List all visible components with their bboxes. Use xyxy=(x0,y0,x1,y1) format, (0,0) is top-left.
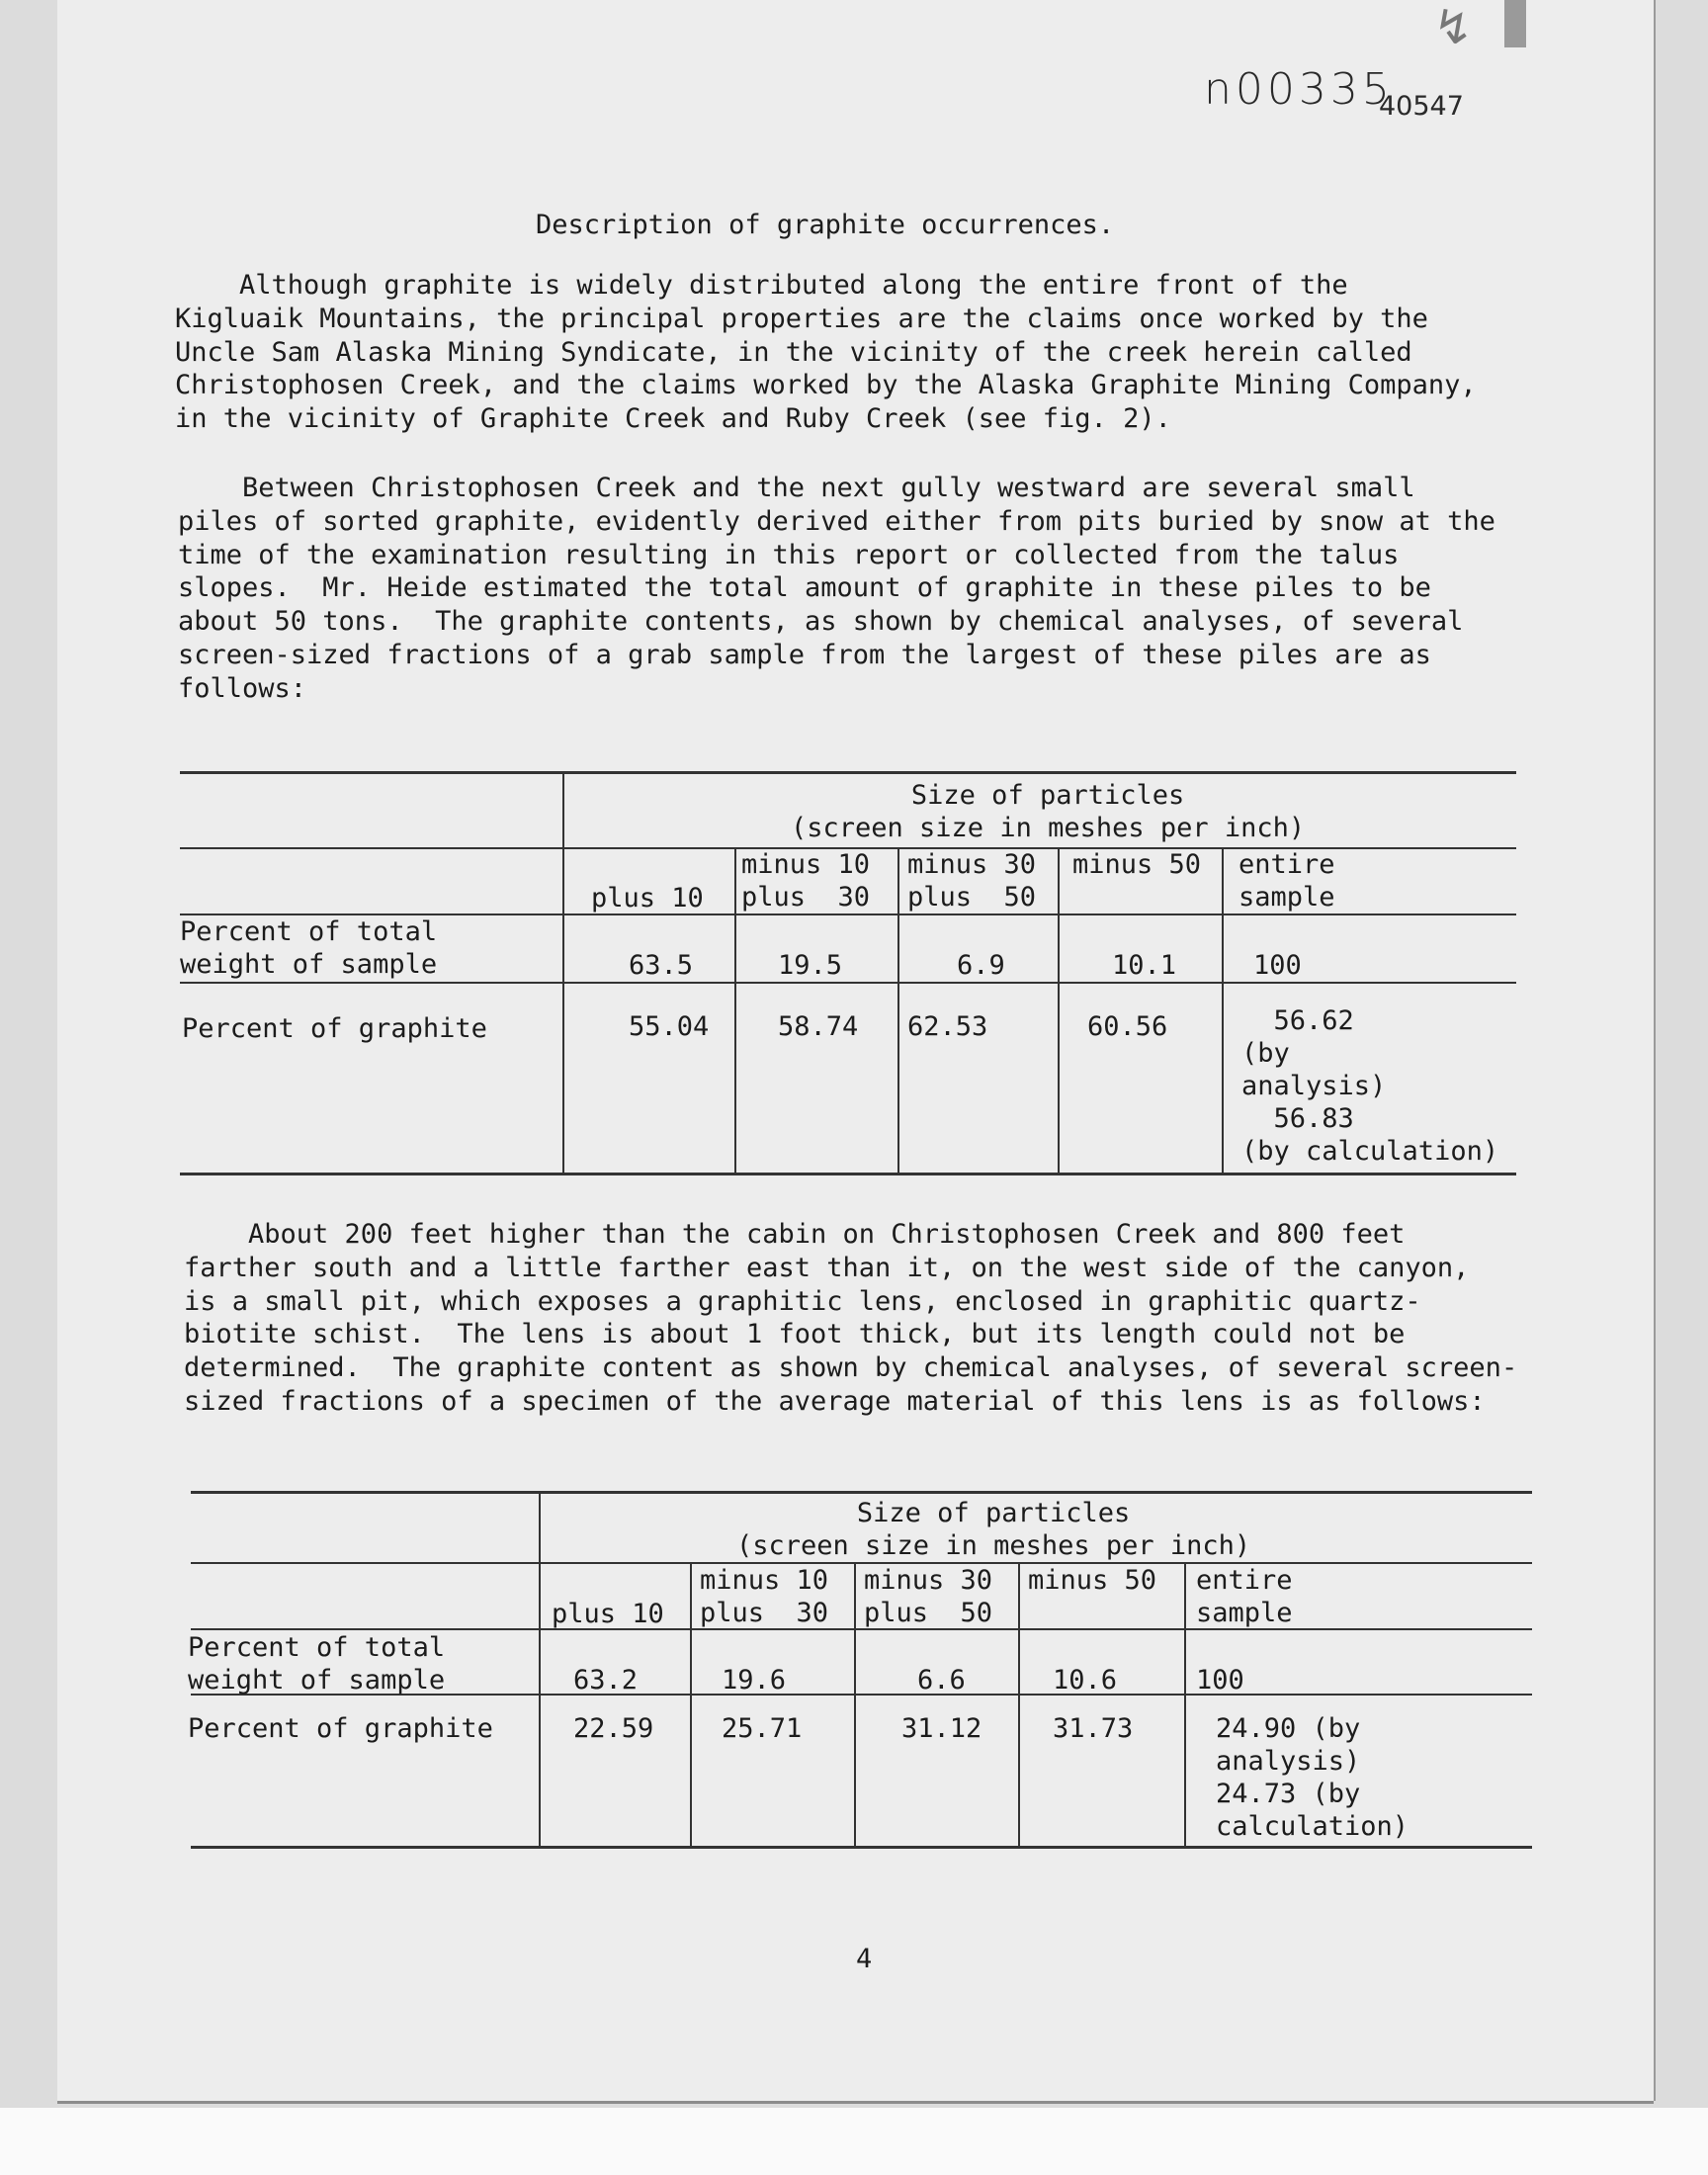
table-cell: 31.73 xyxy=(1053,1713,1134,1744)
table-divider xyxy=(539,1491,541,1846)
table-cell: 63.5 xyxy=(629,950,694,981)
table-divider xyxy=(562,771,564,1173)
corner-scribble-icon: ↯ xyxy=(1433,0,1474,55)
table-cell: 58.74 xyxy=(778,1011,859,1042)
table-rule xyxy=(191,1562,1532,1564)
row-label: Percent of graphite xyxy=(182,1013,487,1044)
table-cell: 55.04 xyxy=(629,1011,710,1042)
table-rule xyxy=(191,1491,1532,1494)
document-stamp-secondary: 40547 xyxy=(1379,91,1464,122)
table-rule xyxy=(180,771,1516,774)
column-header: plus 10 xyxy=(591,883,704,914)
table-divider xyxy=(1018,1562,1020,1846)
column-header: minus 50 xyxy=(1028,1565,1157,1596)
column-header: minus 50 xyxy=(1072,849,1202,880)
table-cell: 100 xyxy=(1196,1665,1244,1696)
section-title: Description of graphite occurrences. xyxy=(536,210,1115,240)
column-header: minus 30 plus 50 xyxy=(864,1565,993,1628)
table-divider xyxy=(854,1562,856,1846)
page-number: 4 xyxy=(856,1944,873,1974)
table-cell: 24.90 (by analysis) 24.73 (by calculation) xyxy=(1216,1713,1409,1842)
table-header-group: Size of particles (screen size in meshes per inch) xyxy=(791,780,1306,843)
table-divider xyxy=(1222,847,1224,1173)
paragraph-1: Although graphite is widely distributed along the entire front of the Kigluaik Mountains, the principal properties are the claims once worked by the Uncle Sam Alaska Mining Syndicate, in the vicinity of the creek herein called Christophosen Creek, and the claims worked by the Alaska Graphite Mining Company, in the vicinity of Graphite Creek and Ruby Creek (see fig. 2). xyxy=(175,270,1477,435)
table-cell: 19.6 xyxy=(722,1665,787,1696)
table-divider xyxy=(897,847,899,1173)
column-header: minus 10 plus 30 xyxy=(700,1565,829,1628)
table-rule xyxy=(180,1173,1516,1175)
table-cell: 62.53 xyxy=(907,1011,988,1042)
column-header: plus 10 xyxy=(552,1599,664,1629)
table-divider xyxy=(690,1562,692,1846)
table-cell: 31.12 xyxy=(901,1713,982,1744)
column-header: entire sample xyxy=(1196,1565,1293,1628)
table-cell: 10.1 xyxy=(1112,950,1177,981)
table-cell: 10.6 xyxy=(1053,1665,1118,1696)
table-rule xyxy=(180,982,1516,984)
column-header: minus 30 plus 50 xyxy=(907,849,1037,913)
table-rule xyxy=(191,1628,1532,1630)
table-cell: 6.9 xyxy=(957,950,1005,981)
table-cell: 60.56 xyxy=(1087,1011,1168,1042)
paragraph-2: Between Christophosen Creek and the next gully westward are several small piles of sorted graphite, evidently derived either from pits buried by snow at the time of the examination resulting in this report or collected from the talus slopes. Mr. Heide estimated the total amount of graphite in these piles to be about 50 tons. The graphite contents, as shown by chemical analyses, of several screen-sized fractions of a grab sample from the largest of these piles are as follows: xyxy=(178,473,1495,704)
scanner-margin xyxy=(0,2108,1708,2175)
table-cell: 25.71 xyxy=(722,1713,803,1744)
row-label: Percent of graphite xyxy=(188,1713,493,1744)
table-cell: 63.2 xyxy=(573,1665,639,1696)
table-cell: 6.6 xyxy=(917,1665,966,1696)
table-rule xyxy=(191,1846,1532,1849)
document-stamp-number: n00335 xyxy=(1204,64,1394,115)
column-header: minus 10 plus 30 xyxy=(741,849,871,913)
page-tab xyxy=(1504,0,1526,47)
table-cell: 19.5 xyxy=(778,950,843,981)
table-header-group: Size of particles (screen size in meshes per inch) xyxy=(736,1498,1251,1561)
column-header: entire sample xyxy=(1238,849,1335,913)
table-cell: 100 xyxy=(1253,950,1302,981)
row-label: Percent of total weight of sample xyxy=(180,916,438,980)
row-label: Percent of total weight of sample xyxy=(188,1632,446,1696)
table-divider xyxy=(1184,1562,1186,1846)
table-divider xyxy=(1058,847,1060,1173)
table-cell: 56.62 (by analysis) 56.83 (by calculation) xyxy=(1241,1005,1499,1167)
table-cell: 22.59 xyxy=(573,1713,654,1744)
table-divider xyxy=(734,847,736,1173)
paragraph-3: About 200 feet higher than the cabin on Christophosen Creek and 800 feet farther south and a little farther east than it, on the west side of the canyon, is a small pit, which exposes a graphitic lens, enclosed in graphitic quartz- biotite schist. The lens is about 1 foot thick, but its length could not be determined. The graphite content as shown by chemical analyses, of several screen- sized fractions of a specimen of the average material of this lens is as follows: xyxy=(184,1219,1518,1417)
